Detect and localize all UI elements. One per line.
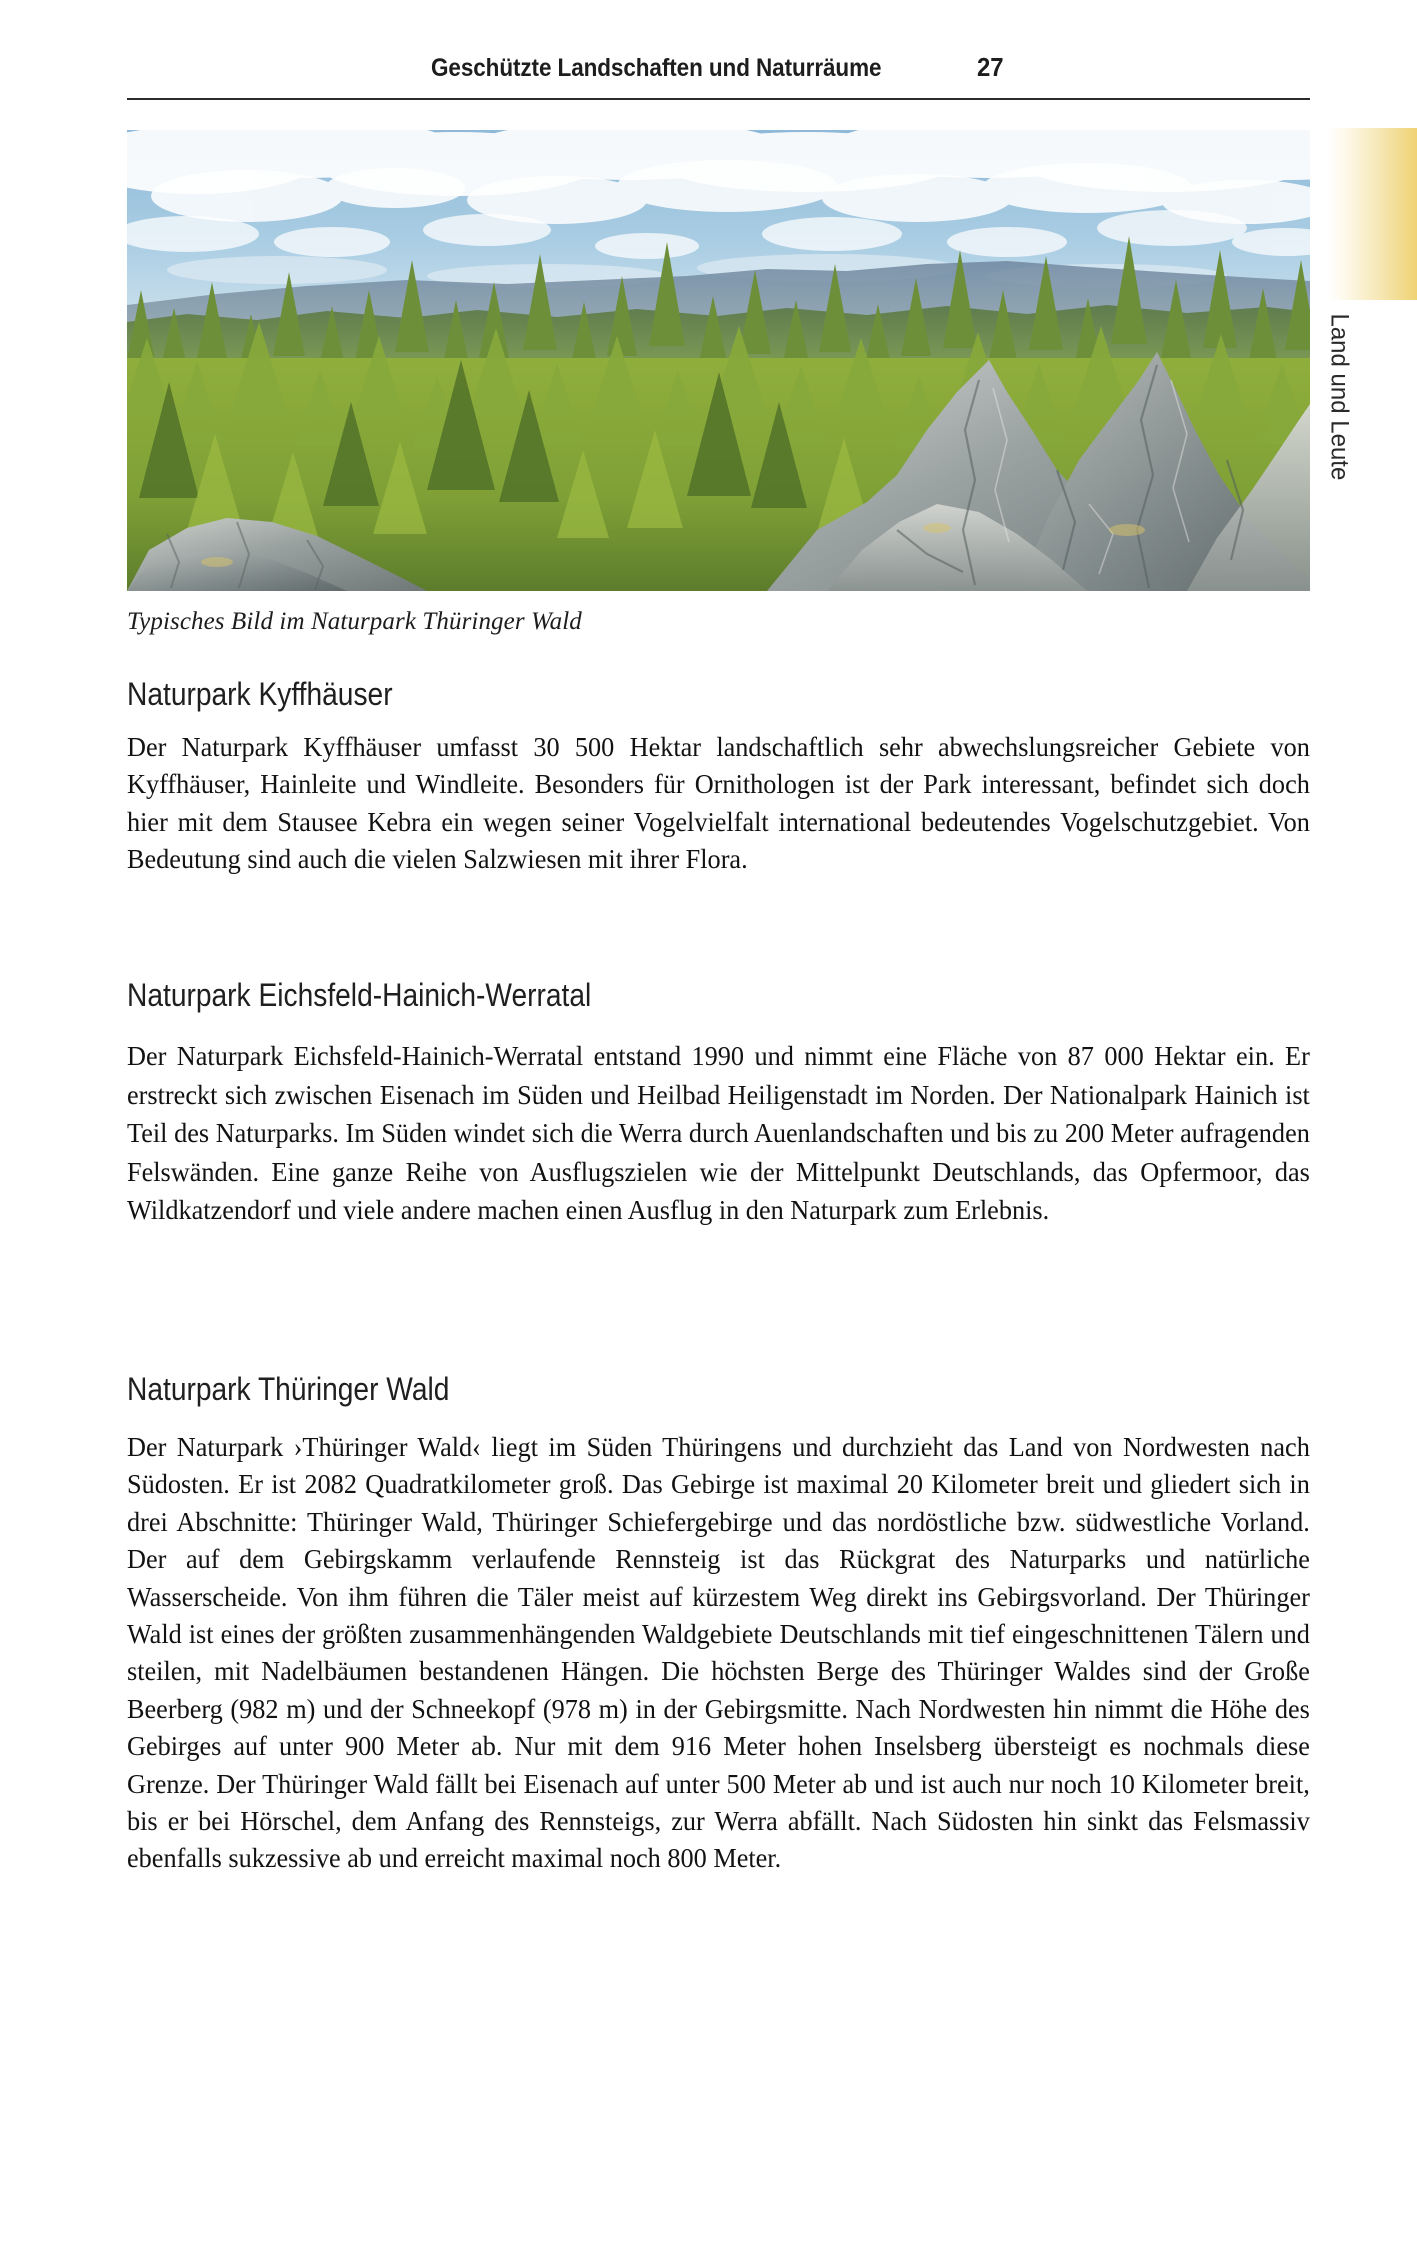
section-thueringer-wald xyxy=(127,1373,1310,1407)
section-paragraph-1: Der Naturpark Kyffhäuser umfasst 30 500 Hektar landschaftlich sehr abwechslungsreicher Gebiete von Kyffhäuser, Hainleite und Windleite. Besonders für Ornithologen ist der Park interessant, befindet sich doch hier mit dem Stausee Kebra ein wegen seiner Vogelvielfalt international bedeutendes Vogelschutzgebiet. Von Bedeutung sind auch die vielen Salzwiesen mit ihrer Flora. xyxy=(127,731,1310,875)
photo-illustration xyxy=(127,130,1310,591)
section-body-wrap-3 xyxy=(127,1428,1310,1877)
section-kyffhaeuser xyxy=(127,678,1310,712)
running-head xyxy=(127,52,1310,100)
figure-caption: Typisches Bild im Naturpark Thüringer Wald xyxy=(127,608,582,635)
section-heading-3: Naturpark Thüringer Wald xyxy=(127,1371,450,1407)
section-eichsfeld xyxy=(127,979,1310,1013)
section-paragraph-3: Der Naturpark ›Thüringer Wald‹ liegt im Süden Thüringens und durchzieht das Land von Nordwesten nach Südosten. Er ist 2082 Quadratkilometer groß. Das Gebirge ist maximal 20 Kilometer breit und gliedert sich in drei Abschnitte: Thüringer Wald, Thüringer Schiefergebirge und das nordöstliche bzw. südwestliche Vorland. Der auf dem Gebirgskamm verlaufende Rennsteig ist das Rückgrat des Naturparks und natürliche Wasserscheide. Von ihm führen die Täler meist auf kürzestem Weg direkt ins Gebirgsvorland. Der Thüringer Wald ist eines der größten zusammenhängenden Waldgebiete Deutschlands mit tief eingeschnittenen Tälern und steilen, mit Nadelbäumen bestandenen Hängen. Die höchsten Berge des Thüringer Waldes sind der Große Beerberg (982 m) und der Schneekopf (978 m) in der Gebirgsmitte. Nach Nordwesten hin nimmt die Höhe des Gebirges auf unter 900 Meter ab. Nur mit dem 916 Meter hohen Inselsberg übersteigt es nochmals diese Grenze. Der Thüringer Wald fällt bei Eisenach auf unter 500 Meter ab und ist auch nur noch 10 Kilometer breit, bis er bei Hörschel, dem Anfang des Rennsteigs, zur Werra abfällt. Nach Südosten hin sinkt das Felsmassiv ebenfalls sukzessive ab und erreicht maximal noch 800 Meter. xyxy=(127,1431,1310,1874)
running-head-inner xyxy=(431,52,1006,83)
figure-photo xyxy=(127,130,1310,591)
side-tab-color-swatch xyxy=(1328,128,1417,300)
section-paragraph-2: Der Naturpark Eichsfeld-Hainich-Werratal entstand 1990 und nimmt eine Fläche von 87 000 Hektar ein. Er erstreckt sich zwischen Eisenach im Süden und Heilbad Heiligenstadt im Norden. Der Nationalpark Hainich ist Teil des Naturparks. Im Süden windet sich die Werra durch Auenlandschaften und bis zu 200 Meter aufragenden Felswänden. Eine ganze Reihe von Ausflugszielen wie der Mittelpunkt Deutschlands, das Opfermoor, das Wildkatzendorf und viele andere machen einen Ausflug in den Naturpark zum Erlebnis. xyxy=(127,1040,1310,1226)
running-head-title: Geschützte Landschaften und Naturräume xyxy=(430,54,882,82)
page-number: 27 xyxy=(977,52,1004,82)
side-tab-label xyxy=(1309,310,1369,640)
section-heading-1: Naturpark Kyffhäuser xyxy=(127,676,393,712)
section-body-wrap-1 xyxy=(127,728,1310,878)
side-tab-label-text: Land und Leute xyxy=(1325,313,1354,481)
section-body-wrap-2 xyxy=(127,1037,1310,1230)
section-heading-2: Naturpark Eichsfeld-Hainich-Werratal xyxy=(127,977,592,1013)
